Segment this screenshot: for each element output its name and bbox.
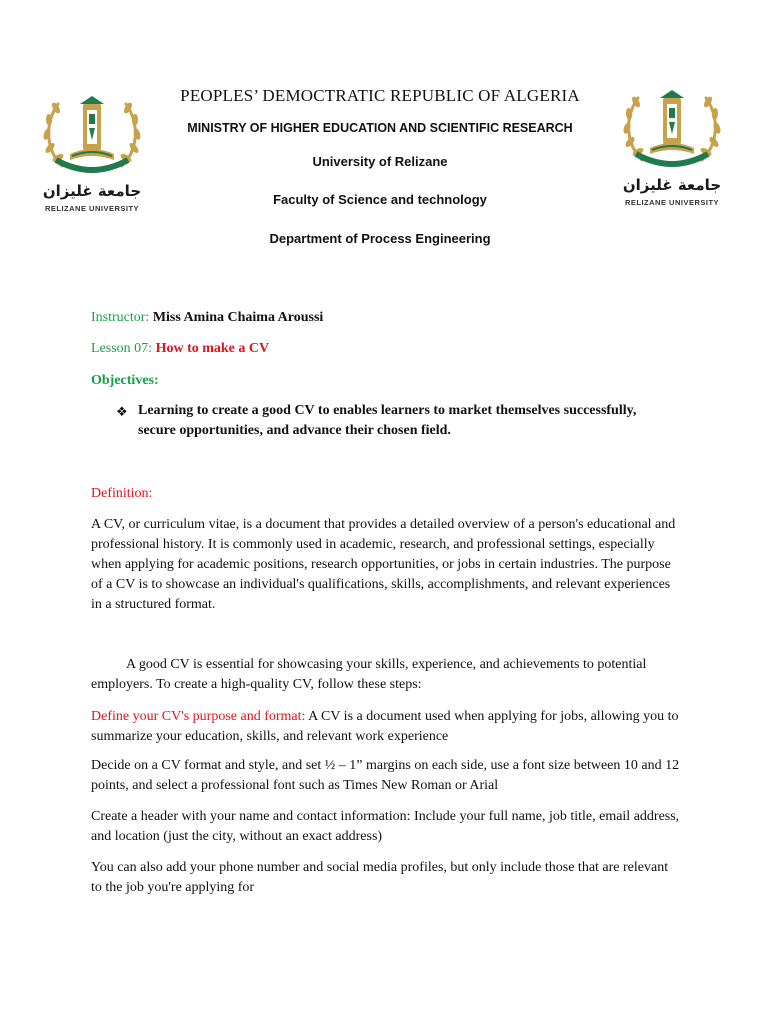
lesson-title: How to make a CV xyxy=(155,341,270,356)
logo-english-name: RELIZANE UNIVERSITY xyxy=(624,198,720,207)
step-purpose-text: A CV is a document used when applying for jobs, allowing you to summarize your education, skills, and relevant work experience xyxy=(91,709,679,744)
intro-paragraph: A good CV is essential for showcasing your skills, experience, and achievements to potential employers. To create a high-quality CV, follow these steps: xyxy=(91,657,647,692)
university-heading: University of Relizane xyxy=(312,154,448,169)
definition-label: Definition: xyxy=(91,486,153,501)
step-purpose-label: Define your CV's purpose and format: xyxy=(91,709,306,724)
step-purpose-paragraph xyxy=(91,707,681,747)
instructor-label: Instructor: xyxy=(91,310,150,325)
objective-item: Learning to create a good CV to enables learners to market themselves successfully, secure opportunities, and advance their chosen field. xyxy=(138,403,637,438)
step-header-paragraph: Create a header with your name and contact information: Include your full name, job title, email address, and location (just the city, without an exact address) xyxy=(91,809,680,844)
ministry-heading: MINISTRY OF HIGHER EDUCATION AND SCIENTIFIC RESEARCH xyxy=(187,121,573,135)
laurel-emblem-icon xyxy=(616,84,728,174)
definition-text: A CV, or curriculum vitae, is a document that provides a detailed overview of a person's educational and professional history. It is commonly used in academic, research, and professional settings, especially when applying for academic positions, research opportunities, or jobs in certain industries. The purpose of a CV is to showcase an individual's qualifications, skills, accomplishments, and relevant experiences in a structured format. xyxy=(91,517,676,612)
step-format-paragraph: Decide on a CV format and style, and set ½ – 1” margins on each side, use a font size between 10 and 12 points, and select a professional font such as Times New Roman or Arial xyxy=(91,758,680,793)
lesson-label: Lesson 07: xyxy=(91,341,153,356)
faculty-heading: Faculty of Science and technology xyxy=(273,192,487,207)
logo-arabic-name: جامعة غليزان xyxy=(42,182,142,200)
logo-english-name: RELIZANE UNIVERSITY xyxy=(44,204,140,213)
step-contact-paragraph: You can also add your phone number and social media profiles, but only include those that are relevant to the job you're applying for xyxy=(91,860,669,895)
logo-arabic-name: جامعة غليزان xyxy=(622,176,722,194)
objectives-label: Objectives: xyxy=(91,373,159,388)
instructor-line xyxy=(91,308,323,328)
country-heading: PEOPLES’ DEMOCTRATIC REPUBLIC OF ALGERIA xyxy=(180,86,580,105)
lesson-line xyxy=(91,339,269,359)
university-logo-right xyxy=(616,84,728,209)
diamond-bullet-icon: ❖ xyxy=(116,404,128,419)
department-heading: Department of Process Engineering xyxy=(269,231,491,246)
instructor-name: Miss Amina Chaima Aroussi xyxy=(152,310,324,325)
